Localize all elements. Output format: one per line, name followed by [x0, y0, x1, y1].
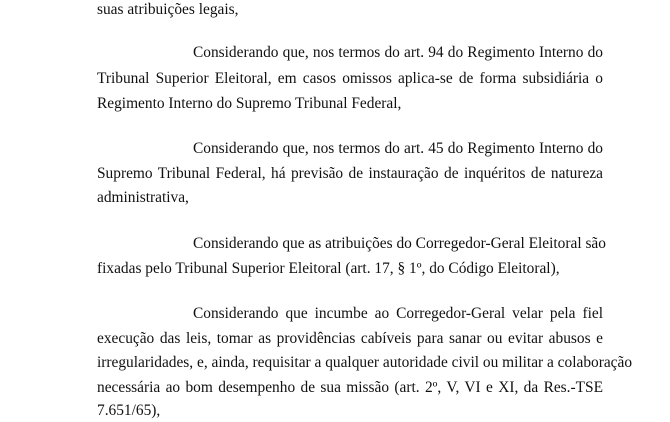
paragraph-2-line-1: Considerando que, nos termos do art. 45 do Regimento Interno do [193, 140, 603, 157]
paragraph-3-line-2: fixadas pelo Tribunal Superior Eleitoral (art. 17, § 1º, do Código Eleitoral), [97, 260, 560, 277]
paragraph-4-line-1: Considerando que incumbe ao Corregedor-Geral velar pela fiel [193, 305, 603, 322]
paragraph-4-line-4: necessária ao bom desempenho de sua missão (art. 2º, V, VI e XI, da Res.-TSE [97, 379, 603, 396]
paragraph-4-line-5: 7.651/65), [97, 402, 161, 419]
paragraph-2-line-3: administrativa, [97, 189, 189, 206]
opening-line: suas atribuições legais, [97, 1, 239, 18]
paragraph-2-line-2: Supremo Tribunal Federal, há previsão de instauração de inquéritos de natureza [97, 165, 603, 182]
paragraph-4-line-2: execução das leis, tomar as providências cabíveis para sanar ou evitar abusos e [97, 330, 603, 347]
paragraph-3-line-1: Considerando que as atribuições do Corregedor-Geral Eleitoral são [193, 235, 606, 252]
paragraph-1-line-1: Considerando que, nos termos do art. 94 do Regimento Interno do [193, 44, 603, 61]
paragraph-1-line-2: Tribunal Superior Eleitoral, em casos omissos aplica-se de forma subsidiária o [97, 70, 603, 87]
paragraph-4-line-3: irregularidades, e, ainda, requisitar a qualquer autoridade civil ou militar a colaboração [97, 354, 633, 371]
paragraph-1-line-3: Regimento Interno do Supremo Tribunal Federal, [97, 95, 402, 112]
